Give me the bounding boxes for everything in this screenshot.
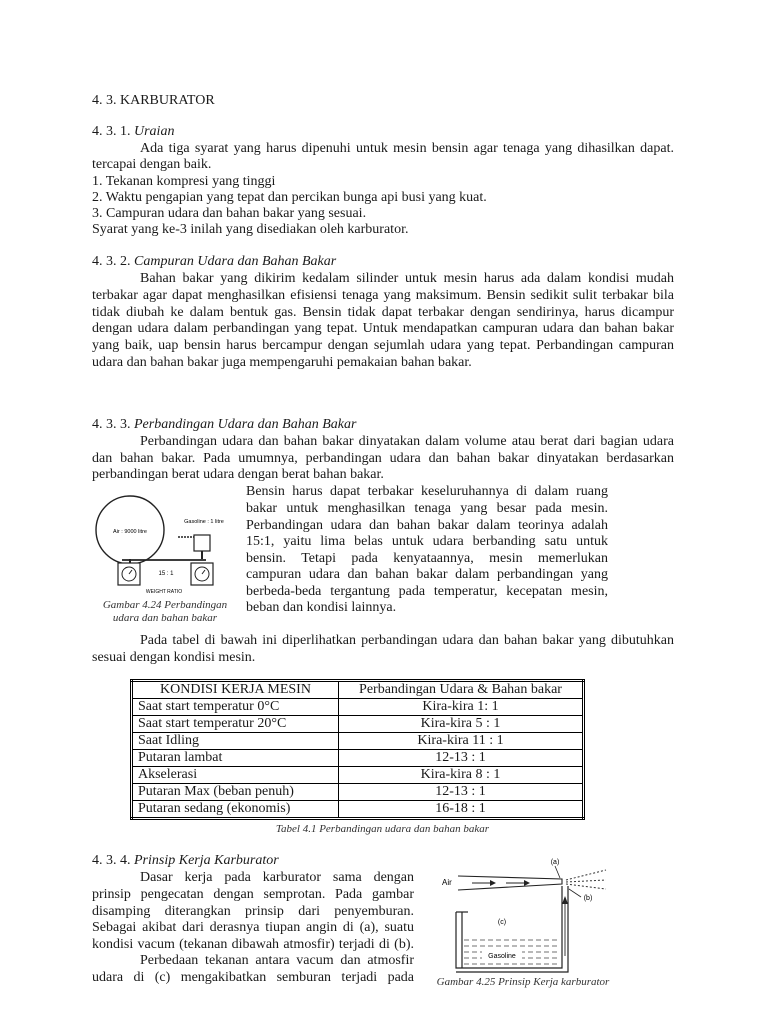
paragraph-line: Syarat yang ke-3 inilah yang disediakan oleh karburator. <box>92 222 409 237</box>
paragraph-line: Bahan bakar yang dikirim kedalam silinder untuk mesin harus ada dalam kondisi mudah <box>140 271 674 286</box>
paragraph-line: sesuai dengan kondisi mesin. <box>92 650 256 665</box>
paragraph-line: terbakar agar dapat menghasilkan efisiensi tenaga yang maksimum. Bensin sedikit sulit terbakar bila <box>92 288 674 303</box>
side-paragraph-line: bensin. Tetapi pada kenyataannya, mesin memerlukan <box>246 551 608 566</box>
side-paragraph-line: campuran udara dan bahan bakar dalam perbandingan yang <box>246 567 608 582</box>
label-b: (b) <box>583 895 593 902</box>
air-flow-arrowhead <box>490 880 496 886</box>
gasoline-label: Gasoline : 1 litre <box>184 519 224 525</box>
condition-cell: Saat start temperatur 20°C <box>132 716 339 733</box>
table-caption: Tabel 4.1 Perbandingan udara dan bahan bakar <box>275 823 490 835</box>
spray-pattern <box>566 870 606 889</box>
figure-caption <box>96 599 234 625</box>
side-paragraph-line: Perbandingan udara dan bahan bakar dalam teorinya adalah <box>246 518 608 533</box>
condition-cell: Putaran sedang (ekonomis) <box>132 801 339 819</box>
paragraph-line: Perbedaan tekanan antara vacum dan atmosfir <box>140 953 414 968</box>
weight-ratio-diagram <box>94 487 234 597</box>
heading-number: 4. 3. 1. <box>92 124 131 139</box>
condition-cell: Saat start temperatur 0°C <box>132 699 339 716</box>
table-row <box>132 733 584 750</box>
table-header-row <box>132 681 584 699</box>
paragraph-line: udara dan bahan bakar juga mempengaruhi pemakaian bahan bakar. <box>92 355 472 370</box>
figure-caption: Gambar 4.25 Prinsip Kerja karburator <box>436 976 610 988</box>
section-title: 4. 3. KARBURATOR <box>92 93 215 108</box>
paragraph-line: tidak diubah ke dalam bentuk gas. Bensin tidak dapat terbakar dengan sendirinya, harus dicampur <box>92 305 674 320</box>
heading-number: 4. 3. 3. <box>92 417 131 432</box>
side-paragraph-line: beban dan kondisi lainnya. <box>246 600 397 615</box>
caption-line: Gambar 4.24 Perbandingan <box>102 599 228 611</box>
table-row <box>132 767 584 784</box>
paragraph-line: Ada tiga syarat yang harus dipenuhi untuk mesin bensin agar tenaga yang dihasilkan dapat. <box>140 141 674 156</box>
air-label: Air <box>442 878 452 887</box>
heading-title: Perbandingan Udara dan Bahan Bakar <box>134 417 357 432</box>
side-paragraph-line: bakar untuk menghasilkan tenaga yang besar pada mesin. <box>246 501 608 516</box>
condition-cell: Putaran lambat <box>132 750 339 767</box>
paragraph-line: prinsip pengecatan dengan semprotan. Pada gambar <box>92 887 414 902</box>
side-paragraph-line: Bensin harus dapat terbakar keseluruhannya di dalam ruang <box>246 484 608 499</box>
ratio-cell: Kira-kira 8 : 1 <box>339 767 584 784</box>
subsection-heading-prinsip <box>92 853 279 869</box>
heading-number: 4. 3. 2. <box>92 254 131 269</box>
paragraph-line: Pada tabel di bawah ini diperlihatkan perbandingan udara dan bahan bakar yang dibutuhkan <box>140 633 674 648</box>
list-item: 2. Waktu pengapian yang tepat dan percikan bunga api busi yang kuat. <box>92 190 487 205</box>
table-row <box>132 750 584 767</box>
column-header: KONDISI KERJA MESIN <box>132 681 339 699</box>
ratio-cell: 12-13 : 1 <box>339 784 584 801</box>
paragraph-line: Sebagai akibat dari derasnya tiupan angin di (a), suatu <box>92 920 414 935</box>
gasoline-label: Gasoline <box>488 953 516 960</box>
paragraph-line: udara di (c) mengakibatkan semburan terjadi pada <box>92 970 414 985</box>
fuel-rise-arrowhead <box>562 896 568 904</box>
side-paragraph-line: berbeda-beda tergantung pada temperatur, kecepatan mesin, <box>246 584 608 599</box>
subsection-heading-uraian <box>92 124 174 140</box>
paragraph-line: disamping diterangkan prinsip dari penyemburan. <box>92 904 414 919</box>
air-flow-arrowhead <box>524 880 530 886</box>
label-c: (c) <box>497 919 507 926</box>
carburetor-principle-diagram <box>438 856 608 976</box>
paragraph-line: kondisi vacum (tekanan dibawah atmosfir) terjadi di (b). <box>92 937 414 952</box>
condition-cell: Saat Idling <box>132 733 339 750</box>
table-row <box>132 716 584 733</box>
label-a-pointer <box>555 866 560 878</box>
paragraph-line: dengan udara dalam perbandingan yang tepat. Untuk mendapatkan campuran udara dan bahan bakar <box>92 321 674 336</box>
heading-title: Campuran Udara dan Bahan Bakar <box>134 254 337 269</box>
ratio-table <box>130 679 585 820</box>
subsection-heading-perbandingan <box>92 417 356 433</box>
gasoline-container <box>194 535 210 551</box>
list-item: 3. Campuran udara dan bahan bakar yang sesuai. <box>92 206 367 221</box>
ratio-cell: 12-13 : 1 <box>339 750 584 767</box>
ratio-cell: Kira-kira 1: 1 <box>339 699 584 716</box>
weight-ratio-label: WEIGHT RATIO <box>145 589 183 595</box>
ratio-label: 15 : 1 <box>158 571 174 577</box>
paragraph-line: Dasar kerja pada karburator sama dengan <box>140 870 414 885</box>
table-row <box>132 784 584 801</box>
table-row <box>132 699 584 716</box>
paragraph-line: tercapai dengan baik. <box>92 157 212 172</box>
column-header: Perbandingan Udara & Bahan bakar <box>339 681 584 699</box>
ratio-cell: Kira-kira 5 : 1 <box>339 716 584 733</box>
heading-title: Prinsip Kerja Karburator <box>134 853 279 868</box>
condition-cell: Putaran Max (beban penuh) <box>132 784 339 801</box>
paragraph-line: dan bahan bakar. Pada umumnya, perbandingan udara dan bahan bakar dinyatakan berdasarkan <box>92 451 674 466</box>
side-paragraph-line: 15:1, yaitu lima belas untuk udara berbanding satu untuk <box>246 534 608 549</box>
paragraph-line: Perbandingan udara dan bahan bakar dinyatakan dalam volume atau berat dari bagian udara <box>140 434 674 449</box>
subsection-heading-campuran <box>92 254 336 270</box>
paragraph-line: yang baik, uap bensin harus bercampur dengan sejumlah udara yang tepat. Perbandingan campuran <box>92 338 674 353</box>
ratio-cell: Kira-kira 11 : 1 <box>339 733 584 750</box>
label-a: (a) <box>550 859 560 866</box>
heading-number: 4. 3. 4. <box>92 853 131 868</box>
air-label: Air : 9000 litre <box>113 529 147 535</box>
table-row <box>132 801 584 819</box>
ratio-cell: 16-18 : 1 <box>339 801 584 819</box>
caption-line: udara dan bahan bakar <box>112 612 218 624</box>
list-item: 1. Tekanan kompresi yang tinggi <box>92 174 276 189</box>
heading-title: Uraian <box>134 124 175 139</box>
label-b-pointer <box>569 889 581 897</box>
paragraph-line: perbandingan berat udara dengan berat bahan bakar. <box>92 467 384 482</box>
condition-cell: Akselerasi <box>132 767 339 784</box>
